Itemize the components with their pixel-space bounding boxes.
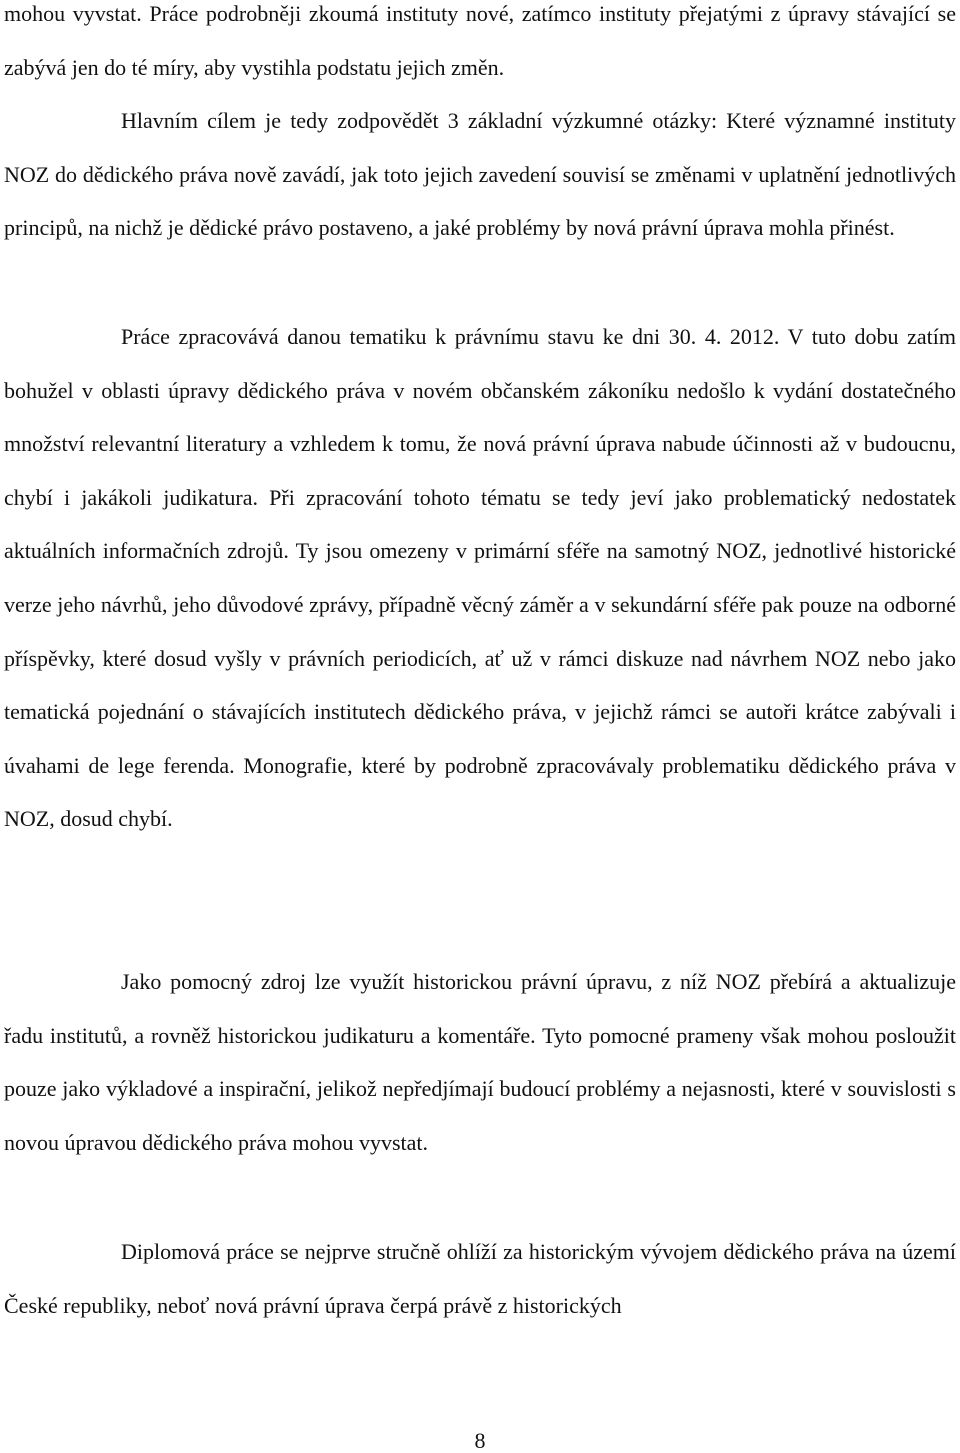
paragraph-thesis-structure: Diplomová práce se nejprve stručně ohlíží za historickým vývojem dědického práva na území České republiky, neboť nová právní úprava čerpá právě z historických (4, 1239, 956, 1318)
page-number: 8 (474, 1428, 486, 1453)
paragraph-legal-status: Práce zpracovává danou tematiku k právnímu stavu ke dni 30. 4. 2012. V tuto dobu zatím bohužel v oblasti úpravy dědického práva v novém občanském zákoníku nedošlo k vydání dostatečného množství relevantní literatury a vzhledem k tomu, že nová právní úprava nabude účinnosti až v budoucnu, chybí i jakákoli judikatura. Při zpracování tohoto tématu se tedy jeví jako problematický nedostatek aktuálních informačních zdrojů. Ty jsou omezeny v primární sféře na samotný NOZ, jednotlivé historické verze jeho návrhů, jeho důvodové zprávy, případně věcný záměr a v sekundární sféře pak pouze na odborné příspěvky, které dosud vyšly v právních periodicích, ať už v rámci diskuze nad návrhem NOZ nebo jako tematická pojednání o stávajících institutech dědického práva, v jejichž rámci se autoři krátce zabývali i úvahami de lege ferenda. Monografie, které by podrobně zpracovávaly problematiku dědického práva v NOZ, dosud chybí. (4, 324, 956, 832)
paragraph-auxiliary-sources: Jako pomocný zdroj lze využít historickou právní úpravu, z níž NOZ přebírá a aktualizuje řadu institutů, a rovněž historickou judikaturu a komentáře. Tyto pomocné prameny však mohou posloužit pouze jako výkladové a inspirační, jelikož nepředjímají budoucí problémy a nejasnosti, které v souvislosti s novou úpravou dědického práva mohou vyvstat. (4, 969, 956, 1155)
paragraph-research-goal: Hlavním cílem je tedy zodpovědět 3 základní výzkumné otázky: Které významné instituty NOZ do dědického práva nově zavádí, jak toto jejich zavedení souvisí se změnami v uplatnění jednotlivých principů, na nichž je dědické právo postaveno, a jaké problémy by nová právní úprava mohla přinést. (4, 108, 956, 241)
paragraph-continuation: mohou vyvstat. Práce podrobněji zkoumá instituty nové, zatímco instituty přejatými z úpravy stávající se zabývá jen do té míry, aby vystihla podstatu jejich změn. (4, 1, 956, 80)
